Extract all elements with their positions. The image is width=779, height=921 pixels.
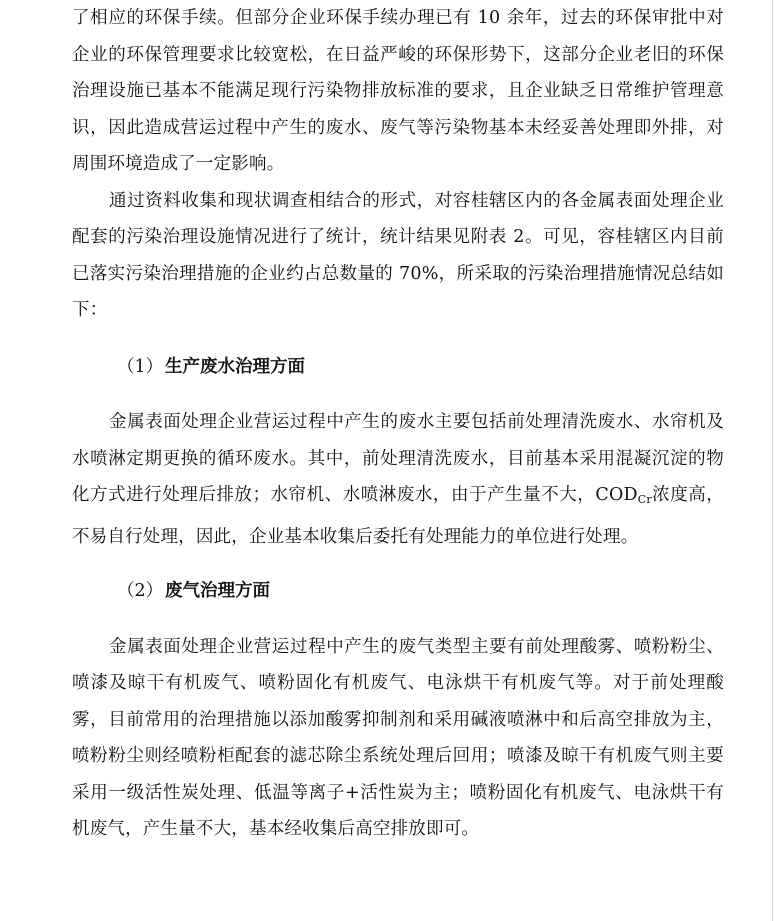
paragraph-environmental-permits: 了相应的环保手续。但部分企业环保手续办理已有 10 余年，过去的环保审批中对企业的环保管理要求比较宽松，在日益严峻的环保形势下，这部分企业老旧的环保治理设施已基本不能满足现行污染物排放标准的要求，且企业缺乏日常维护管理意识，因此造成营运过程中产生的废水、废气等污染物基本未经妥善处理即外排，对周围环境造成了一定影响。 bbox=[72, 8, 724, 174]
wastewater-text-tail: 浓度高，不易自行处理，因此，企业基本收集后委托有处理能力的单位进行处理。 bbox=[72, 485, 724, 547]
page-edge-line bbox=[772, 0, 773, 921]
paragraph-exhaust-gas-treatment: 金属表面处理企业营运过程中产生的废气类型主要有前处理酸雾、喷粉粉尘、喷漆及晾干有机废气、喷粉固化有机废气、电泳烘干有机废气等。对于前处理酸雾，目前常用的治理措施以添加酸雾抑制剂和采用碱液喷淋中和后高空排放为主，喷粉粉尘则经喷粉柜配套的滤芯除尘系统处理后回用；喷漆及晾干有机废气则主要采用一级活性炭处理、低温等离子+活性炭为主；喷粉固化有机废气、电泳烘干有机废气，产生量不大，基本经收集后高空排放即可。 bbox=[72, 636, 724, 839]
section-number-2: （2） bbox=[117, 581, 164, 601]
cod-subscript: Cr bbox=[637, 493, 652, 506]
section-title-wastewater: 生产废水治理方面 bbox=[165, 356, 305, 377]
section-heading-wastewater bbox=[72, 349, 724, 386]
section-heading-exhaust-gas bbox=[72, 573, 724, 610]
wastewater-text: 金属表面处理企业营运过程中产生的废水主要包括前处理清洗废水、水帘机及水喷淋定期更换的循环废水。其中，前处理清洗废水，目前基本采用混凝沉淀的物化方式进行处理后排放；水帘机、水喷淋废水，由于产生量不大，COD bbox=[72, 412, 724, 505]
paragraph-wastewater-treatment bbox=[72, 404, 724, 555]
section-number-1: （1） bbox=[117, 356, 164, 377]
section-title-exhaust-gas: 废气治理方面 bbox=[165, 581, 270, 601]
document-page bbox=[72, 0, 724, 848]
paragraph-survey-summary: 通过资料收集和现状调查相结合的形式，对容桂辖区内的各金属表面处理企业配套的污染治理设施情况进行了统计，统计结果见附表 2。可见，容桂辖区内目前已落实污染治理措施的企业约占总数量的 70%，所采取的污染治理措施情况总结如下： bbox=[72, 190, 724, 320]
